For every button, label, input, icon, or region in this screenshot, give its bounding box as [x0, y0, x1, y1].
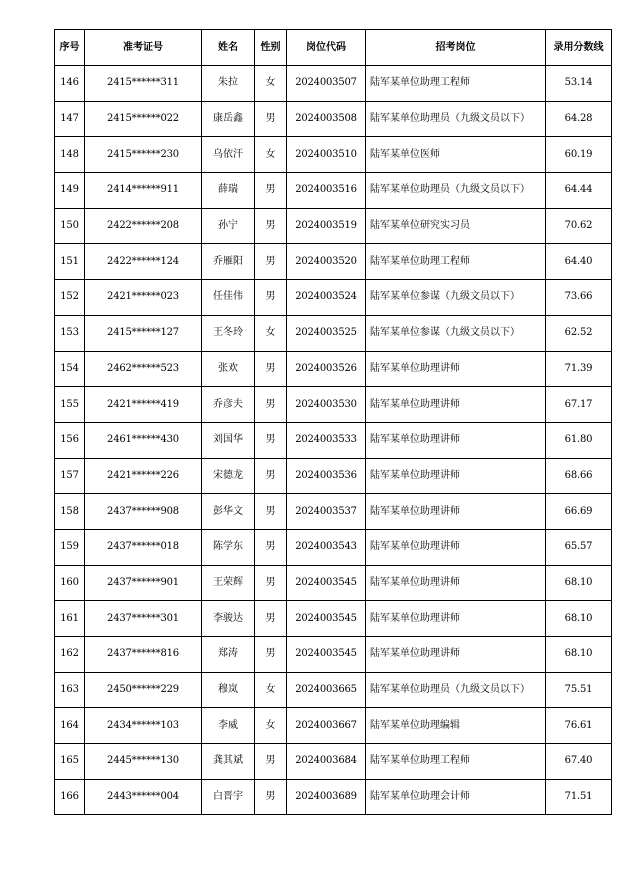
gender-cell: 男: [255, 173, 287, 209]
post-code-cell: 2024003524: [287, 280, 366, 316]
seq-cell: 156: [55, 422, 85, 458]
results-table: [54, 29, 612, 815]
seq-cell: 164: [55, 708, 85, 744]
post-code-cell: 2024003530: [287, 387, 366, 423]
header-name: 姓名: [202, 30, 255, 66]
name-cell: 任佳伟: [202, 280, 255, 316]
name-cell: 乔彦夫: [202, 387, 255, 423]
post-cell: 陆军某单位助理讲师: [366, 458, 546, 494]
header-score-line: 录用分数线: [546, 30, 612, 66]
seq-cell: 163: [55, 672, 85, 708]
post-code-cell: 2024003525: [287, 315, 366, 351]
name-cell: 朱拉: [202, 66, 255, 102]
name-cell: 张欢: [202, 351, 255, 387]
name-cell: 彭华文: [202, 494, 255, 530]
exam-id-cell: 2415******311: [85, 66, 202, 102]
score-line-cell: 66.69: [546, 494, 612, 530]
score-line-cell: 64.40: [546, 244, 612, 280]
post-cell: 陆军某单位助理工程师: [366, 744, 546, 780]
post-cell: 陆军某单位助理讲师: [366, 529, 546, 565]
exam-id-cell: 2437******301: [85, 601, 202, 637]
post-code-cell: 2024003519: [287, 208, 366, 244]
gender-cell: 男: [255, 494, 287, 530]
post-code-cell: 2024003536: [287, 458, 366, 494]
gender-cell: 女: [255, 708, 287, 744]
table-row: [55, 565, 612, 601]
exam-id-cell: 2434******103: [85, 708, 202, 744]
table-row: [55, 351, 612, 387]
post-code-cell: 2024003545: [287, 565, 366, 601]
post-code-cell: 2024003667: [287, 708, 366, 744]
post-cell: 陆军某单位助理讲师: [366, 601, 546, 637]
table-row: [55, 66, 612, 102]
score-line-cell: 71.51: [546, 779, 612, 815]
post-code-cell: 2024003543: [287, 529, 366, 565]
post-cell: 陆军某单位助理讲师: [366, 387, 546, 423]
table-row: [55, 494, 612, 530]
seq-cell: 158: [55, 494, 85, 530]
seq-cell: 147: [55, 101, 85, 137]
post-cell: 陆军某单位助理工程师: [366, 66, 546, 102]
score-line-cell: 70.62: [546, 208, 612, 244]
header-gender: 性别: [255, 30, 287, 66]
score-line-cell: 67.40: [546, 744, 612, 780]
exam-id-cell: 2421******023: [85, 280, 202, 316]
score-line-cell: 71.39: [546, 351, 612, 387]
post-cell: 陆军某单位助理员（九级文员以下）: [366, 101, 546, 137]
gender-cell: 男: [255, 208, 287, 244]
table-row: [55, 173, 612, 209]
score-line-cell: 60.19: [546, 137, 612, 173]
score-line-cell: 68.66: [546, 458, 612, 494]
exam-id-cell: 2421******419: [85, 387, 202, 423]
table-body: [55, 66, 612, 815]
seq-cell: 162: [55, 637, 85, 673]
exam-id-cell: 2437******908: [85, 494, 202, 530]
exam-id-cell: 2445******130: [85, 744, 202, 780]
post-cell: 陆军某单位助理讲师: [366, 637, 546, 673]
table-row: [55, 529, 612, 565]
post-cell: 陆军某单位助理编辑: [366, 708, 546, 744]
seq-cell: 146: [55, 66, 85, 102]
post-cell: 陆军某单位助理员（九级文员以下）: [366, 173, 546, 209]
gender-cell: 男: [255, 601, 287, 637]
gender-cell: 女: [255, 672, 287, 708]
exam-id-cell: 2437******018: [85, 529, 202, 565]
post-cell: 陆军某单位助理工程师: [366, 244, 546, 280]
exam-id-cell: 2415******127: [85, 315, 202, 351]
post-cell: 陆军某单位助理员（九级文员以下）: [366, 672, 546, 708]
name-cell: 薛瑞: [202, 173, 255, 209]
table-header: [55, 30, 612, 66]
exam-id-cell: 2437******901: [85, 565, 202, 601]
seq-cell: 154: [55, 351, 85, 387]
seq-cell: 159: [55, 529, 85, 565]
post-code-cell: 2024003526: [287, 351, 366, 387]
post-code-cell: 2024003510: [287, 137, 366, 173]
name-cell: 宋德龙: [202, 458, 255, 494]
gender-cell: 男: [255, 101, 287, 137]
name-cell: 陈学东: [202, 529, 255, 565]
score-line-cell: 68.10: [546, 601, 612, 637]
post-code-cell: 2024003520: [287, 244, 366, 280]
post-code-cell: 2024003516: [287, 173, 366, 209]
exam-id-cell: 2450******229: [85, 672, 202, 708]
gender-cell: 男: [255, 422, 287, 458]
post-code-cell: 2024003545: [287, 637, 366, 673]
exam-id-cell: 2422******208: [85, 208, 202, 244]
post-code-cell: 2024003689: [287, 779, 366, 815]
score-line-cell: 68.10: [546, 565, 612, 601]
seq-cell: 151: [55, 244, 85, 280]
seq-cell: 157: [55, 458, 85, 494]
exam-id-cell: 2415******022: [85, 101, 202, 137]
score-line-cell: 75.51: [546, 672, 612, 708]
score-line-cell: 64.44: [546, 173, 612, 209]
exam-id-cell: 2421******226: [85, 458, 202, 494]
gender-cell: 女: [255, 66, 287, 102]
post-cell: 陆军某单位助理讲师: [366, 565, 546, 601]
table-row: [55, 101, 612, 137]
post-cell: 陆军某单位助理讲师: [366, 494, 546, 530]
table-row: [55, 672, 612, 708]
post-code-cell: 2024003537: [287, 494, 366, 530]
exam-id-cell: 2462******523: [85, 351, 202, 387]
table-row: [55, 458, 612, 494]
post-code-cell: 2024003684: [287, 744, 366, 780]
post-code-cell: 2024003507: [287, 66, 366, 102]
name-cell: 白晋宇: [202, 779, 255, 815]
exam-id-cell: 2422******124: [85, 244, 202, 280]
post-code-cell: 2024003665: [287, 672, 366, 708]
name-cell: 龚其斌: [202, 744, 255, 780]
post-cell: 陆军某单位参谋（九级文员以下）: [366, 315, 546, 351]
table-row: [55, 422, 612, 458]
exam-id-cell: 2461******430: [85, 422, 202, 458]
header-row: [55, 30, 612, 66]
table-row: [55, 387, 612, 423]
post-cell: 陆军某单位研究实习员: [366, 208, 546, 244]
seq-cell: 155: [55, 387, 85, 423]
seq-cell: 152: [55, 280, 85, 316]
name-cell: 郑涛: [202, 637, 255, 673]
header-seq: 序号: [55, 30, 85, 66]
post-code-cell: 2024003545: [287, 601, 366, 637]
score-line-cell: 62.52: [546, 315, 612, 351]
name-cell: 王荣辉: [202, 565, 255, 601]
gender-cell: 女: [255, 315, 287, 351]
table-row: [55, 315, 612, 351]
exam-id-cell: 2443******004: [85, 779, 202, 815]
seq-cell: 161: [55, 601, 85, 637]
header-post-code: 岗位代码: [287, 30, 366, 66]
gender-cell: 女: [255, 137, 287, 173]
exam-id-cell: 2414******911: [85, 173, 202, 209]
post-cell: 陆军某单位医师: [366, 137, 546, 173]
post-cell: 陆军某单位助理讲师: [366, 351, 546, 387]
score-line-cell: 73.66: [546, 280, 612, 316]
seq-cell: 160: [55, 565, 85, 601]
name-cell: 李骏达: [202, 601, 255, 637]
header-exam-id: 准考证号: [85, 30, 202, 66]
gender-cell: 男: [255, 244, 287, 280]
score-line-cell: 61.80: [546, 422, 612, 458]
post-code-cell: 2024003533: [287, 422, 366, 458]
seq-cell: 148: [55, 137, 85, 173]
gender-cell: 男: [255, 458, 287, 494]
score-line-cell: 68.10: [546, 637, 612, 673]
seq-cell: 165: [55, 744, 85, 780]
post-cell: 陆军某单位参谋（九级文员以下）: [366, 280, 546, 316]
table-row: [55, 779, 612, 815]
seq-cell: 166: [55, 779, 85, 815]
score-line-cell: 64.28: [546, 101, 612, 137]
table-row: [55, 744, 612, 780]
name-cell: 孙宁: [202, 208, 255, 244]
score-line-cell: 67.17: [546, 387, 612, 423]
name-cell: 李威: [202, 708, 255, 744]
gender-cell: 男: [255, 637, 287, 673]
score-line-cell: 65.57: [546, 529, 612, 565]
score-line-cell: 76.61: [546, 708, 612, 744]
table-row: [55, 708, 612, 744]
table-row: [55, 637, 612, 673]
table-row: [55, 208, 612, 244]
table-row: [55, 137, 612, 173]
seq-cell: 153: [55, 315, 85, 351]
exam-id-cell: 2437******816: [85, 637, 202, 673]
name-cell: 乔雁阳: [202, 244, 255, 280]
score-line-cell: 53.14: [546, 66, 612, 102]
gender-cell: 男: [255, 565, 287, 601]
name-cell: 乌依汗: [202, 137, 255, 173]
name-cell: 刘国华: [202, 422, 255, 458]
exam-id-cell: 2415******230: [85, 137, 202, 173]
name-cell: 康岳鑫: [202, 101, 255, 137]
gender-cell: 男: [255, 529, 287, 565]
post-cell: 陆军某单位助理会计师: [366, 779, 546, 815]
seq-cell: 150: [55, 208, 85, 244]
post-cell: 陆军某单位助理讲师: [366, 422, 546, 458]
seq-cell: 149: [55, 173, 85, 209]
header-post: 招考岗位: [366, 30, 546, 66]
table-row: [55, 280, 612, 316]
gender-cell: 男: [255, 744, 287, 780]
gender-cell: 男: [255, 280, 287, 316]
gender-cell: 男: [255, 351, 287, 387]
gender-cell: 男: [255, 387, 287, 423]
table-row: [55, 244, 612, 280]
name-cell: 王冬玲: [202, 315, 255, 351]
name-cell: 穆岚: [202, 672, 255, 708]
table-row: [55, 601, 612, 637]
gender-cell: 男: [255, 779, 287, 815]
post-code-cell: 2024003508: [287, 101, 366, 137]
